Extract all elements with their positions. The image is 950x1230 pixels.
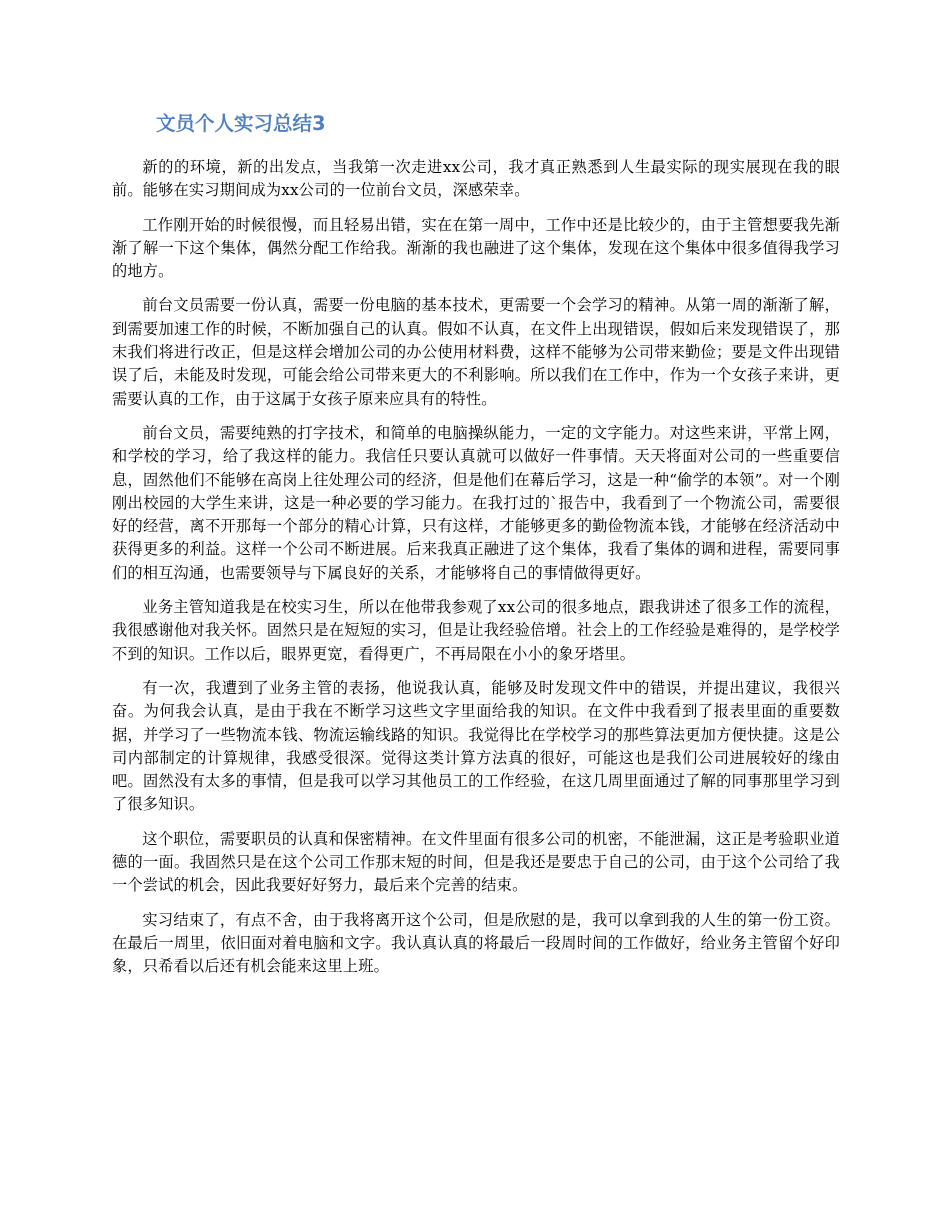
- paragraph-2: 工作刚开始的时候很慢，而且轻易出错，实在在第一周中，工作中还是比较少的，由于主管想要我先渐渐了解一下这个集体，偶然分配工作给我。渐渐的我也融进了这个集体，发现在这个集体中很多值得我学习的地方。: [112, 215, 840, 281]
- paragraph-7: 这个职位，需要职员的认真和保密精神。在文件里面有很多公司的机密，不能泄漏，这正是考验职业道德的一面。我固然只是在这个公司工作那末短的时间，但是我还是要忠于自己的公司，由于这个公司给了我一个尝试的机会，因此我要好好努力，最后来个完善的结束。: [112, 829, 840, 895]
- paragraph-6: 有一次，我遭到了业务主管的表扬，他说我认真，能够及时发现文件中的错误，并提出建议，我很兴奋。为何我会认真，是由于我在不断学习这些文字里面给我的知识。在文件中我看到了报表里面的重要数据，并学习了一些物流本钱、物流运输线路的知识。我觉得比在学校学习的那些算法更加方便快捷。这是公司内部制定的计算规律，我感受很深。觉得这类计算方法真的很好，可能这也是我们公司进展较好的缘由吧。固然没有太多的事情，但是我可以学习其他员工的工作经验，在这几周里面通过了解的同事那里学习到了很多知识。: [112, 678, 840, 814]
- paragraph-4: 前台文员，需要纯熟的打字技术，和简单的电脑操纵能力，一定的文字能力。对这些来讲，平常上网，和学校的学习，给了我这样的能力。我信任只要认真就可以做好一件事情。天天将面对公司的一些重要信息，固然他们不能够在高岗上往处理公司的经济，但是他们在幕后学习，这是一种“偷学的本领”。对一个刚刚出校园的大学生来讲，这是一种必要的学习能力。在我打过的`报告中，我看到了一个物流公司，需要很好的经营，离不开那每一个部分的精心计算，只有这样，才能够更多的勤俭物流本钱，才能够在经济活动中获得更多的利益。这样一个公司不断进展。后来我真正融进了这个集体，我看了集体的调和进程，需要同事们的相互沟通，也需要领导与下属良好的关系，才能够将自己的事情做得更好。: [112, 423, 840, 582]
- paragraph-8: 实习结束了，有点不舍，由于我将离开这个公司，但是欣慰的是，我可以拿到我的人生的第一份工资。在最后一周里，依旧面对着电脑和文字。我认真认真的将最后一段周时间的工作做好，给业务主管留个好印象，只希看以后还有机会能来这里上班。: [112, 910, 840, 976]
- paragraph-3: 前台文员需要一份认真，需要一份电脑的基本技术，更需要一个会学习的精神。从第一周的渐渐了解，到需要加速工作的时候，不断加强自己的认真。假如不认真，在文件上出现错误，假如后来发现错误了，那末我们将进行改正，但是这样会增加公司的办公使用材料费，这样不能够为公司带来勤俭；要是文件出现错误了后，未能及时发现，可能会给公司带来更大的不利影响。所以我们在工作中，作为一个女孩子来讲，更需要认真的工作，由于这属于女孩子原来应具有的特性。: [112, 296, 840, 408]
- paragraph-5: 业务主管知道我是在校实习生，所以在他带我参观了xx公司的很多地点，跟我讲述了很多工作的流程，我很感谢他对我关怀。固然只是在短短的实习，但是让我经验倍增。社会上的工作经验是难得的，是学校学不到的知识。工作以后，眼界更宽，看得更广，不再局限在小小的象牙塔里。: [112, 598, 840, 663]
- paragraph-1: 新的的环境，新的出发点，当我第一次走进xx公司，我才真正熟悉到人生最实际的现实展现在我的眼前。能够在实习期间成为xx公司的一位前台文员，深感荣幸。: [112, 158, 840, 200]
- document-page: [112, 110, 840, 990]
- document-title: 文员个人实习总结3: [156, 112, 326, 135]
